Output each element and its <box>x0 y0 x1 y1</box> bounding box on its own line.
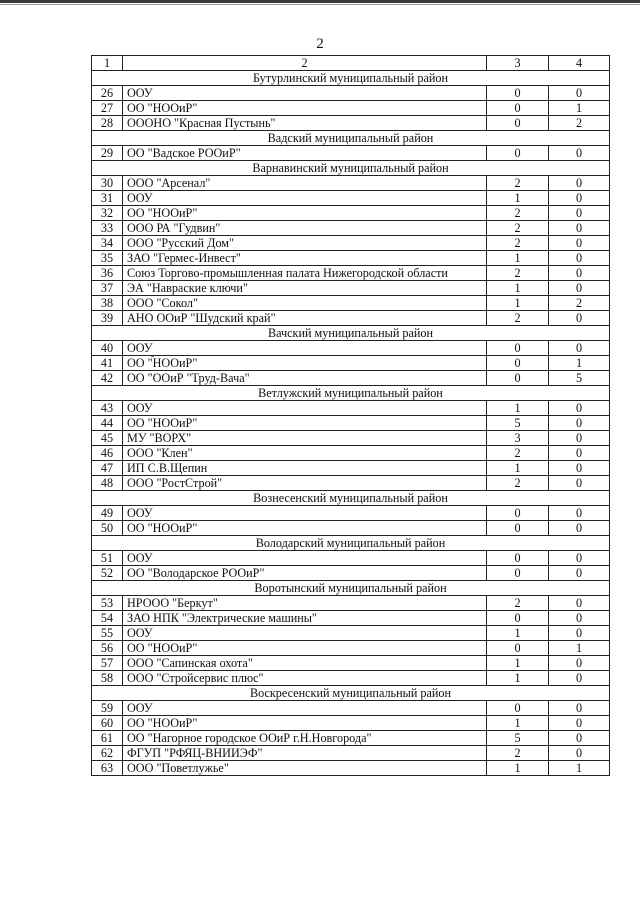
row-number: 46 <box>92 446 123 461</box>
section-title: Вадский муниципальный район <box>92 131 610 146</box>
row-number: 45 <box>92 431 123 446</box>
table-row <box>92 446 610 461</box>
value-col-4: 0 <box>549 206 610 221</box>
section-row <box>92 326 610 341</box>
row-number: 51 <box>92 551 123 566</box>
table-row <box>92 266 610 281</box>
header-col-4: 4 <box>549 56 610 71</box>
section-row <box>92 686 610 701</box>
value-col-4: 0 <box>549 416 610 431</box>
row-number: 47 <box>92 461 123 476</box>
organization-name: ЗАО "Гермес-Инвест" <box>123 251 487 266</box>
table-row <box>92 596 610 611</box>
row-number: 37 <box>92 281 123 296</box>
value-col-3: 5 <box>487 731 549 746</box>
section-row <box>92 71 610 86</box>
row-number: 48 <box>92 476 123 491</box>
row-number: 62 <box>92 746 123 761</box>
value-col-4: 0 <box>549 476 610 491</box>
row-number: 34 <box>92 236 123 251</box>
organization-name: ООУ <box>123 401 487 416</box>
value-col-4: 0 <box>549 461 610 476</box>
organization-name: ОО "Володарское РООиР" <box>123 566 487 581</box>
row-number: 35 <box>92 251 123 266</box>
table-row <box>92 551 610 566</box>
row-number: 30 <box>92 176 123 191</box>
value-col-3: 1 <box>487 191 549 206</box>
value-col-3: 0 <box>487 566 549 581</box>
value-col-3: 2 <box>487 221 549 236</box>
value-col-3: 2 <box>487 596 549 611</box>
section-title: Вознесенский муниципальный район <box>92 491 610 506</box>
value-col-4: 0 <box>549 401 610 416</box>
table-row <box>92 521 610 536</box>
organization-name: ООУ <box>123 626 487 641</box>
organization-name: ООО "Русский Дом" <box>123 236 487 251</box>
organization-name: ОО "Нагорное городское ООиР г.Н.Новгорода" <box>123 731 487 746</box>
row-number: 31 <box>92 191 123 206</box>
section-row <box>92 386 610 401</box>
value-col-4: 0 <box>549 176 610 191</box>
value-col-4: 0 <box>549 611 610 626</box>
value-col-3: 2 <box>487 476 549 491</box>
value-col-4: 0 <box>549 221 610 236</box>
table-row <box>92 371 610 386</box>
row-number: 53 <box>92 596 123 611</box>
organization-name: ЭА "Навраские ключи" <box>123 281 487 296</box>
value-col-3: 0 <box>487 506 549 521</box>
organization-name: ОО "НООиР" <box>123 416 487 431</box>
row-number: 55 <box>92 626 123 641</box>
row-number: 32 <box>92 206 123 221</box>
top-border-line <box>0 0 640 3</box>
value-col-3: 2 <box>487 266 549 281</box>
value-col-3: 1 <box>487 671 549 686</box>
value-col-3: 2 <box>487 176 549 191</box>
organization-name: Союз Торгово-промышленная палата Нижегородской области <box>123 266 487 281</box>
table-row <box>92 281 610 296</box>
value-col-4: 0 <box>549 146 610 161</box>
value-col-4: 0 <box>549 311 610 326</box>
value-col-3: 1 <box>487 251 549 266</box>
section-row <box>92 491 610 506</box>
value-col-3: 2 <box>487 206 549 221</box>
table-row <box>92 731 610 746</box>
scan-speck <box>151 356 154 357</box>
value-col-4: 5 <box>549 371 610 386</box>
organization-name: ОО "НООиР" <box>123 356 487 371</box>
value-col-3: 0 <box>487 86 549 101</box>
row-number: 60 <box>92 716 123 731</box>
value-col-4: 0 <box>549 716 610 731</box>
section-title: Воротынский муниципальный район <box>92 581 610 596</box>
value-col-3: 0 <box>487 551 549 566</box>
value-col-4: 0 <box>549 431 610 446</box>
value-col-4: 0 <box>549 266 610 281</box>
table-row <box>92 746 610 761</box>
value-col-4: 2 <box>549 296 610 311</box>
value-col-4: 1 <box>549 356 610 371</box>
row-number: 38 <box>92 296 123 311</box>
organization-name: МУ "ВОРХ" <box>123 431 487 446</box>
organization-name: ОО "ООиР "Труд-Вача" <box>123 371 487 386</box>
organization-name: ООО РА "Гудвин" <box>123 221 487 236</box>
table-row <box>92 761 610 776</box>
organization-name: ООУ <box>123 551 487 566</box>
header-col-1: 1 <box>92 56 123 71</box>
table-row <box>92 431 610 446</box>
table-row <box>92 701 610 716</box>
table-row <box>92 176 610 191</box>
organization-name: ОО "Вадское РООиР" <box>123 146 487 161</box>
row-number: 54 <box>92 611 123 626</box>
organization-name: ООО "Сокол" <box>123 296 487 311</box>
table-row <box>92 86 610 101</box>
value-col-4: 1 <box>549 761 610 776</box>
row-number: 57 <box>92 656 123 671</box>
table-row <box>92 626 610 641</box>
table-row <box>92 101 610 116</box>
table-row <box>92 671 610 686</box>
row-number: 49 <box>92 506 123 521</box>
value-col-3: 2 <box>487 236 549 251</box>
value-col-4: 0 <box>549 86 610 101</box>
value-col-4: 2 <box>549 116 610 131</box>
row-number: 44 <box>92 416 123 431</box>
value-col-3: 1 <box>487 461 549 476</box>
table-row <box>92 461 610 476</box>
value-col-4: 0 <box>549 551 610 566</box>
value-col-4: 0 <box>549 506 610 521</box>
value-col-4: 0 <box>549 731 610 746</box>
table-row <box>92 116 610 131</box>
organization-name: ООО "Стройсервис плюс" <box>123 671 487 686</box>
value-col-3: 3 <box>487 431 549 446</box>
section-row <box>92 131 610 146</box>
value-col-3: 0 <box>487 371 549 386</box>
header-col-2: 2 <box>123 56 487 71</box>
section-title: Володарский муниципальный район <box>92 536 610 551</box>
value-col-3: 0 <box>487 341 549 356</box>
table-row <box>92 401 610 416</box>
organization-name: ООУ <box>123 506 487 521</box>
row-number: 39 <box>92 311 123 326</box>
value-col-4: 0 <box>549 236 610 251</box>
row-number: 63 <box>92 761 123 776</box>
table-row <box>92 191 610 206</box>
organization-name: ОО "НООиР" <box>123 101 487 116</box>
table-header-row <box>92 56 610 71</box>
page-number: 2 <box>316 36 324 52</box>
table-row <box>92 656 610 671</box>
row-number: 26 <box>92 86 123 101</box>
row-number: 52 <box>92 566 123 581</box>
organization-name: ОО "НООиР" <box>123 206 487 221</box>
table-row <box>92 341 610 356</box>
value-col-3: 0 <box>487 611 549 626</box>
row-number: 50 <box>92 521 123 536</box>
value-col-3: 5 <box>487 416 549 431</box>
value-col-4: 0 <box>549 521 610 536</box>
section-row <box>92 161 610 176</box>
organization-name: ОООНО "Красная Пустынь" <box>123 116 487 131</box>
top-border-line-thin <box>0 4 640 5</box>
organization-name: ИП С.В.Щепин <box>123 461 487 476</box>
organization-name: ООО "Поветлужье" <box>123 761 487 776</box>
value-col-4: 0 <box>549 596 610 611</box>
organization-name: ООО "Клен" <box>123 446 487 461</box>
value-col-3: 0 <box>487 641 549 656</box>
table-row <box>92 221 610 236</box>
section-title: Бутурлинский муниципальный район <box>92 71 610 86</box>
value-col-3: 0 <box>487 356 549 371</box>
organization-name: НРООО "Беркут" <box>123 596 487 611</box>
row-number: 58 <box>92 671 123 686</box>
row-number: 40 <box>92 341 123 356</box>
table-row <box>92 476 610 491</box>
value-col-3: 1 <box>487 626 549 641</box>
table-row <box>92 206 610 221</box>
section-title: Ветлужский муниципальный район <box>92 386 610 401</box>
row-number: 27 <box>92 101 123 116</box>
table-row <box>92 566 610 581</box>
table-row <box>92 641 610 656</box>
value-col-4: 0 <box>549 251 610 266</box>
value-col-3: 0 <box>487 101 549 116</box>
value-col-4: 0 <box>549 671 610 686</box>
section-row <box>92 581 610 596</box>
quota-table <box>91 55 610 776</box>
value-col-3: 0 <box>487 701 549 716</box>
table-row <box>92 716 610 731</box>
section-title: Вачский муниципальный район <box>92 326 610 341</box>
table-row <box>92 611 610 626</box>
row-number: 36 <box>92 266 123 281</box>
value-col-4: 0 <box>549 281 610 296</box>
value-col-3: 0 <box>487 521 549 536</box>
table-row <box>92 506 610 521</box>
organization-name: ООУ <box>123 701 487 716</box>
organization-name: АНО ООиР "Шудский край" <box>123 311 487 326</box>
row-number: 42 <box>92 371 123 386</box>
value-col-4: 0 <box>549 656 610 671</box>
value-col-3: 1 <box>487 716 549 731</box>
table-row <box>92 296 610 311</box>
value-col-4: 0 <box>549 446 610 461</box>
row-number: 41 <box>92 356 123 371</box>
row-number: 28 <box>92 116 123 131</box>
value-col-4: 1 <box>549 641 610 656</box>
value-col-3: 1 <box>487 281 549 296</box>
value-col-4: 1 <box>549 101 610 116</box>
organization-name: ООО "РостСтрой" <box>123 476 487 491</box>
table-body <box>92 71 610 776</box>
header-col-3: 3 <box>487 56 549 71</box>
row-number: 56 <box>92 641 123 656</box>
value-col-3: 0 <box>487 116 549 131</box>
value-col-4: 0 <box>549 566 610 581</box>
table-row <box>92 236 610 251</box>
organization-name: ОО "НООиР" <box>123 716 487 731</box>
table-row <box>92 311 610 326</box>
value-col-3: 1 <box>487 401 549 416</box>
section-title: Воскресенский муниципальный район <box>92 686 610 701</box>
value-col-3: 0 <box>487 146 549 161</box>
value-col-3: 2 <box>487 311 549 326</box>
value-col-3: 1 <box>487 296 549 311</box>
organization-name: ООУ <box>123 86 487 101</box>
organization-name: ООУ <box>123 191 487 206</box>
table-row <box>92 146 610 161</box>
row-number: 61 <box>92 731 123 746</box>
organization-name: ООО "Арсенал" <box>123 176 487 191</box>
value-col-4: 0 <box>549 191 610 206</box>
organization-name: ОО "НООиР" <box>123 641 487 656</box>
organization-name: ООО "Сапинская охота" <box>123 656 487 671</box>
row-number: 59 <box>92 701 123 716</box>
table-row <box>92 416 610 431</box>
table-row <box>92 356 610 371</box>
value-col-3: 2 <box>487 446 549 461</box>
value-col-4: 0 <box>549 746 610 761</box>
value-col-4: 0 <box>549 701 610 716</box>
value-col-3: 2 <box>487 746 549 761</box>
table-row <box>92 251 610 266</box>
section-row <box>92 536 610 551</box>
row-number: 33 <box>92 221 123 236</box>
section-title: Варнавинский муниципальный район <box>92 161 610 176</box>
organization-name: ЗАО НПК "Электрические машины" <box>123 611 487 626</box>
value-col-3: 1 <box>487 656 549 671</box>
value-col-3: 1 <box>487 761 549 776</box>
row-number: 29 <box>92 146 123 161</box>
value-col-4: 0 <box>549 626 610 641</box>
organization-name: ООУ <box>123 341 487 356</box>
organization-name: ОО "НООиР" <box>123 521 487 536</box>
value-col-4: 0 <box>549 341 610 356</box>
row-number: 43 <box>92 401 123 416</box>
organization-name: ФГУП "РФЯЦ-ВНИИЭФ" <box>123 746 487 761</box>
